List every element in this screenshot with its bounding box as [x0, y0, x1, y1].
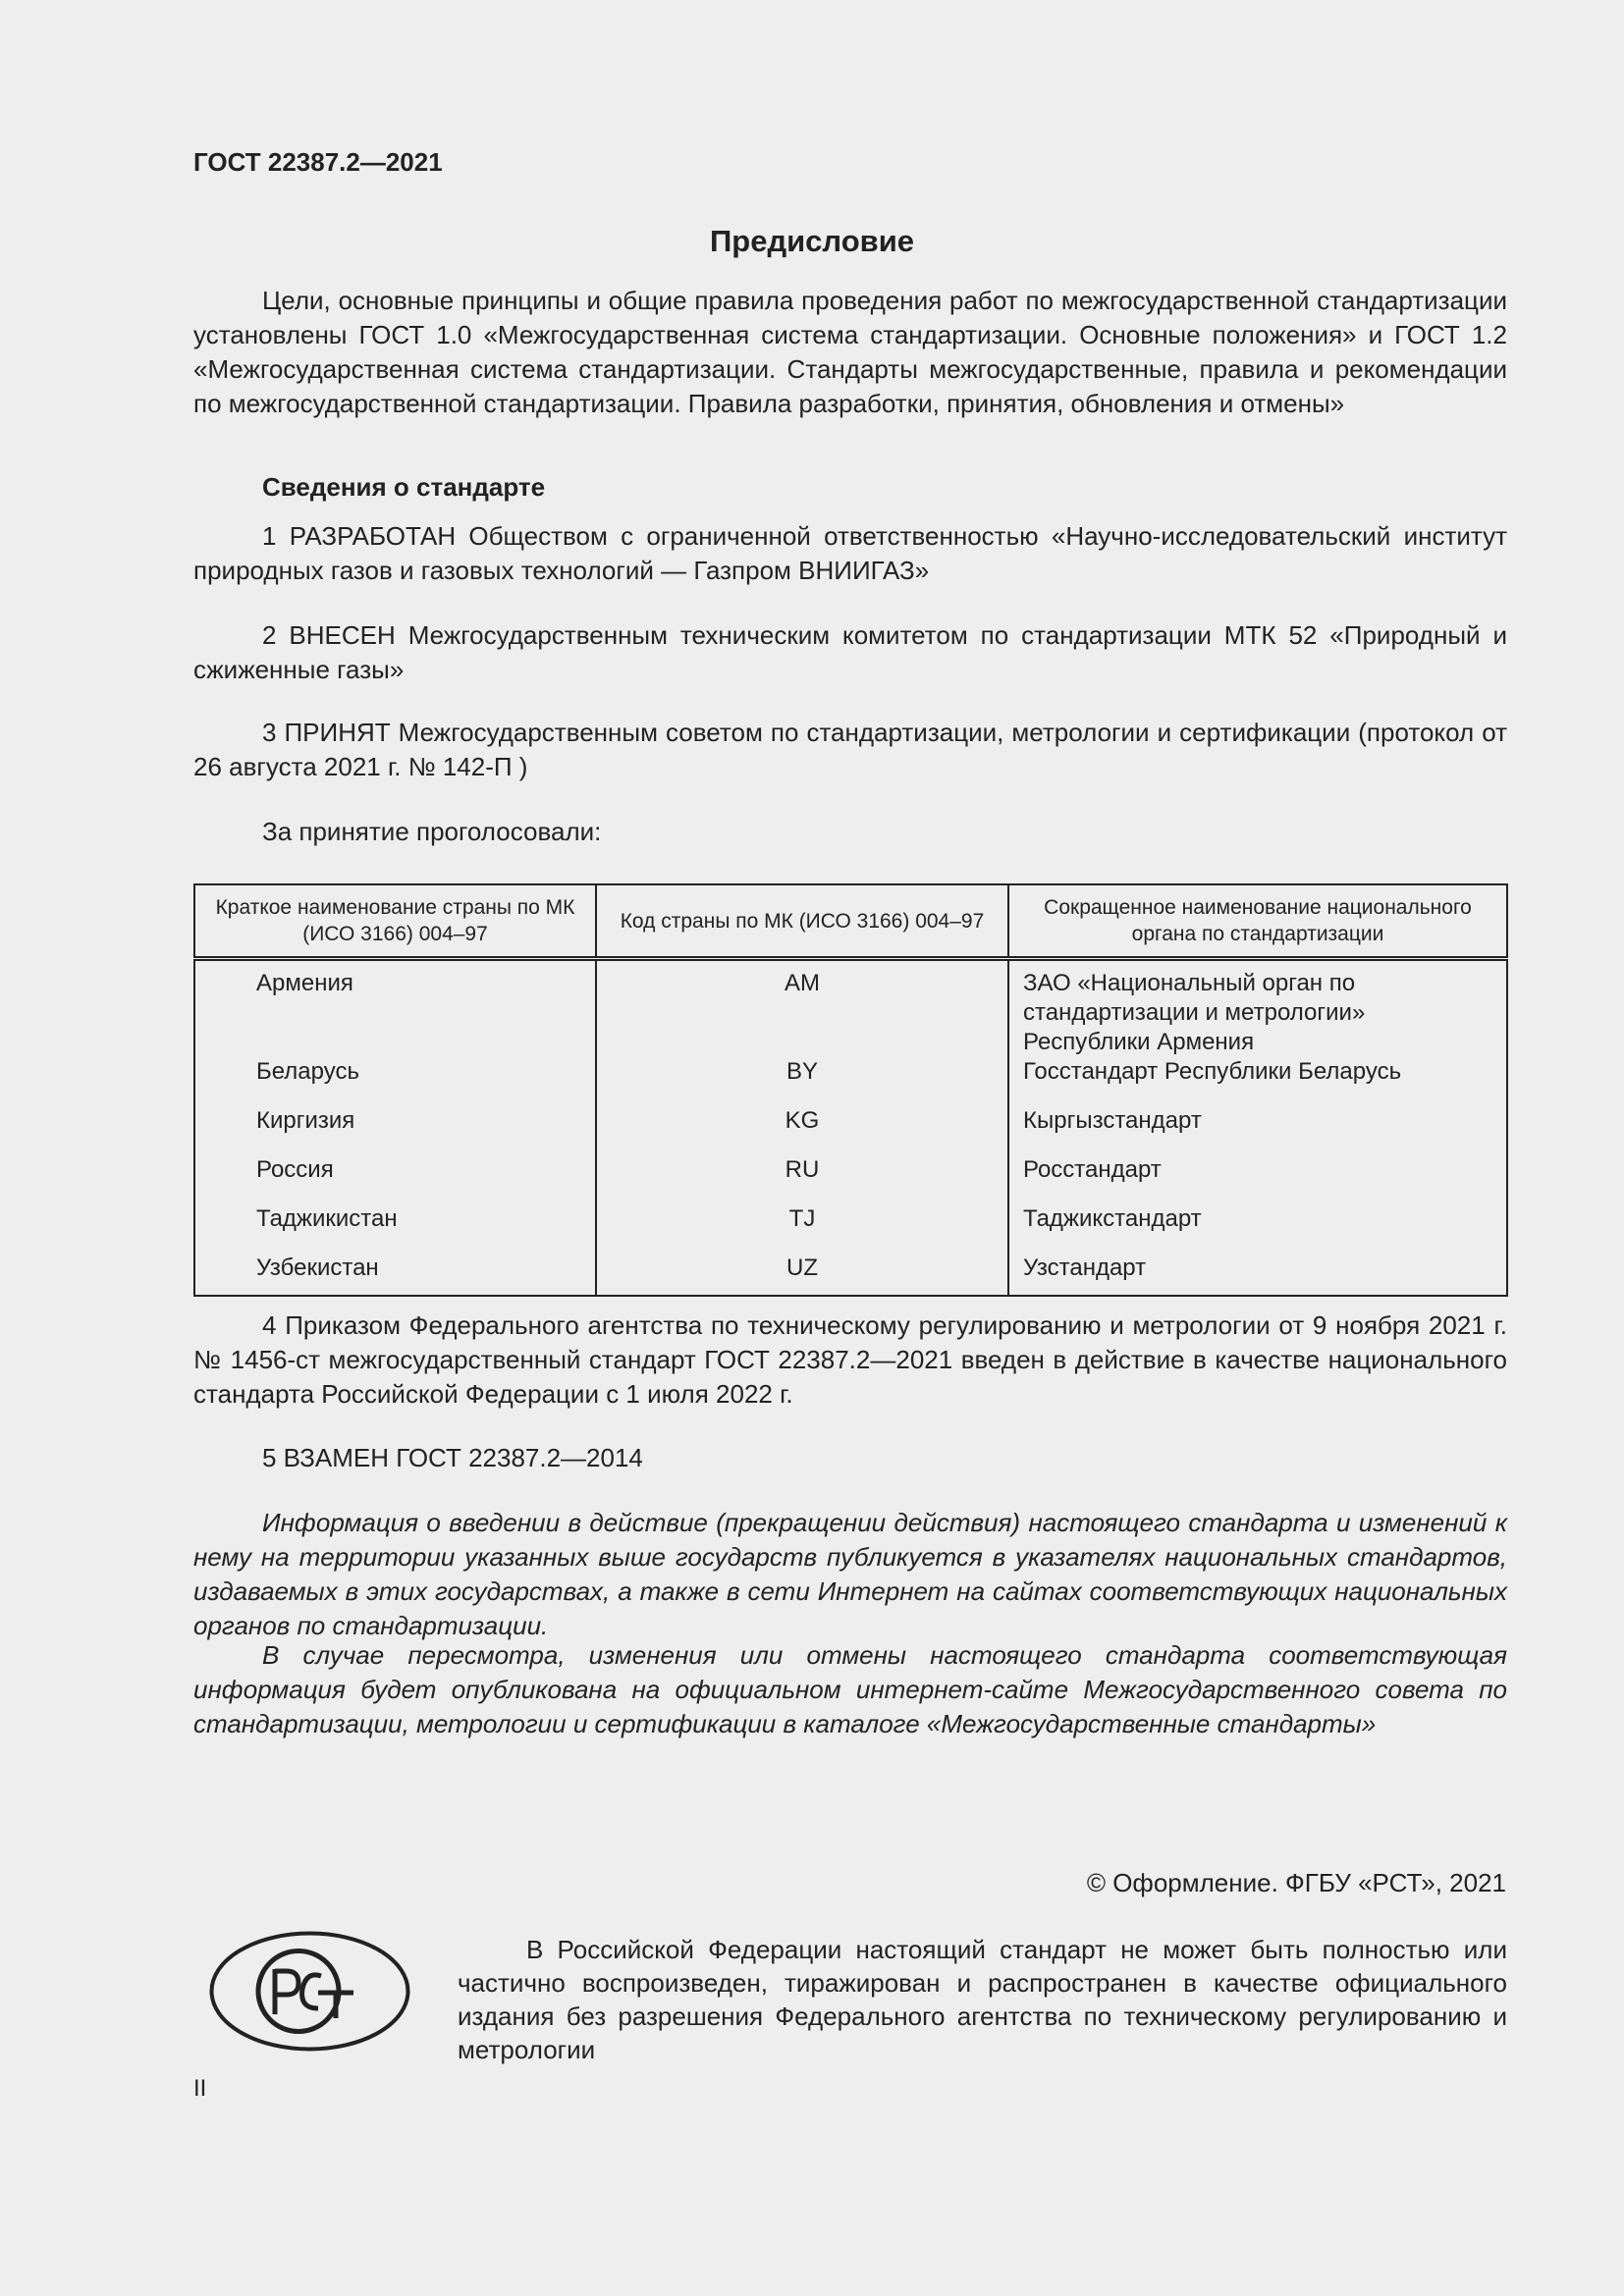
standard-code-header: ГОСТ 22387.2—2021: [193, 147, 443, 177]
body-cell: ЗАО «Национальный орган по стандартизации и метрологии» Республики Армения: [1008, 959, 1507, 1058]
country-cell: Россия: [194, 1155, 596, 1204]
body-cell: Узстандарт: [1008, 1254, 1507, 1296]
item-developed: 1 РАЗРАБОТАН Обществом с ограниченной ответственностью «Научно-исследовательский институт природных газов и газовых технологий — Газпром ВНИИГАЗ»: [193, 521, 1507, 585]
page-number: II: [193, 2075, 207, 2102]
standard-info-subheading: Сведения о стандарте: [262, 472, 546, 502]
table-row: [194, 1155, 1507, 1204]
country-cell: Беларусь: [194, 1057, 596, 1106]
column-header-body: Сокращенное наименование национального органа по стандартизации: [1008, 884, 1507, 959]
body-cell: Госстандарт Республики Беларусь: [1008, 1057, 1507, 1106]
country-cell: Узбекистан: [194, 1254, 596, 1296]
rst-certification-mark-icon: [208, 1930, 411, 2053]
table-header-row: [194, 884, 1507, 959]
intro-paragraph: Цели, основные принципы и общие правила проведения работ по межгосударственной стандартизации установлены ГОСТ 1.0 «Межгосударственная система стандартизации. Основные положения» и ГОСТ 1.2 «Межгосударственная система стандартизации. Стандарты межгосударственные, правила и рекомендации по межгосударственной стандартизации. Правила разработки, принятия, обновления и отмены»: [193, 286, 1507, 418]
voted-label: За принятие проголосовали:: [262, 817, 602, 846]
item-enacted: 4 Приказом Федерального агентства по техническому регулированию и метрологии от 9 ноября 2021 г. № 1456-ст межгосударственный стандарт ГОСТ 22387.2—2021 введен в действие в качестве национального стандарта Российской Федерации с 1 июля 2022 г.: [193, 1310, 1507, 1409]
table-row: [194, 1254, 1507, 1296]
copyright-notice: © Оформление. ФГБУ «РСТ», 2021: [1086, 1868, 1506, 1897]
code-cell: RU: [596, 1155, 1008, 1204]
body-cell: Росстандарт: [1008, 1155, 1507, 1204]
country-cell: Таджикистан: [194, 1204, 596, 1254]
notice-paragraph-info: Информация о введении в действие (прекращении действия) настоящего стандарта и изменений к нему на территории указанных выше государств публикуется в указателях национальных стандартов, издаваемых в этих государствах, а также в сети Интернет на сайтах соответствующих национальных органов по стандартизации.: [193, 1508, 1507, 1640]
table-row: [194, 1106, 1507, 1155]
code-cell: BY: [596, 1057, 1008, 1106]
code-cell: KG: [596, 1106, 1008, 1155]
body-cell: Кыргызстандарт: [1008, 1106, 1507, 1155]
voting-countries-table: [193, 883, 1508, 1297]
body-cell: Таджикстандарт: [1008, 1204, 1507, 1254]
code-cell: UZ: [596, 1254, 1008, 1296]
code-cell: AM: [596, 959, 1008, 1058]
reproduction-notice: В Российской Федерации настоящий стандарт не может быть полностью или частично воспроизведен, тиражирован и распространен в качестве официального издания без разрешения Федерального агентства по техническому регулированию и метрологии: [458, 1935, 1507, 2064]
page-title: Предисловие: [709, 224, 914, 258]
table-row: [194, 1057, 1507, 1106]
item-replaces: 5 ВЗАМЕН ГОСТ 22387.2—2014: [262, 1443, 643, 1472]
column-header-code: Код страны по МК (ИСО 3166) 004–97: [596, 884, 1008, 959]
code-cell: TJ: [596, 1204, 1008, 1254]
table-row: [194, 959, 1507, 1058]
country-cell: Армения: [194, 959, 596, 1058]
column-header-country: Краткое наименование страны по МК (ИСО 3166) 004–97: [194, 884, 596, 959]
item-adopted: 3 ПРИНЯТ Межгосударственным советом по стандартизации, метрологии и сертификации (протокол от 26 августа 2021 г. № 142-П ): [193, 718, 1507, 781]
item-submitted: 2 ВНЕСЕН Межгосударственным техническим комитетом по стандартизации МТК 52 «Природный и сжиженные газы»: [193, 620, 1507, 684]
notice-paragraph-revision: В случае пересмотра, изменения или отмены настоящего стандарта соответствующая информация будет опубликована на официальном интернет-сайте Межгосударственного совета по стандартизации, метрологии и сертификации в каталоге «Межгосударственные стандарты»: [193, 1640, 1507, 1738]
table-row: [194, 1204, 1507, 1254]
country-cell: Киргизия: [194, 1106, 596, 1155]
